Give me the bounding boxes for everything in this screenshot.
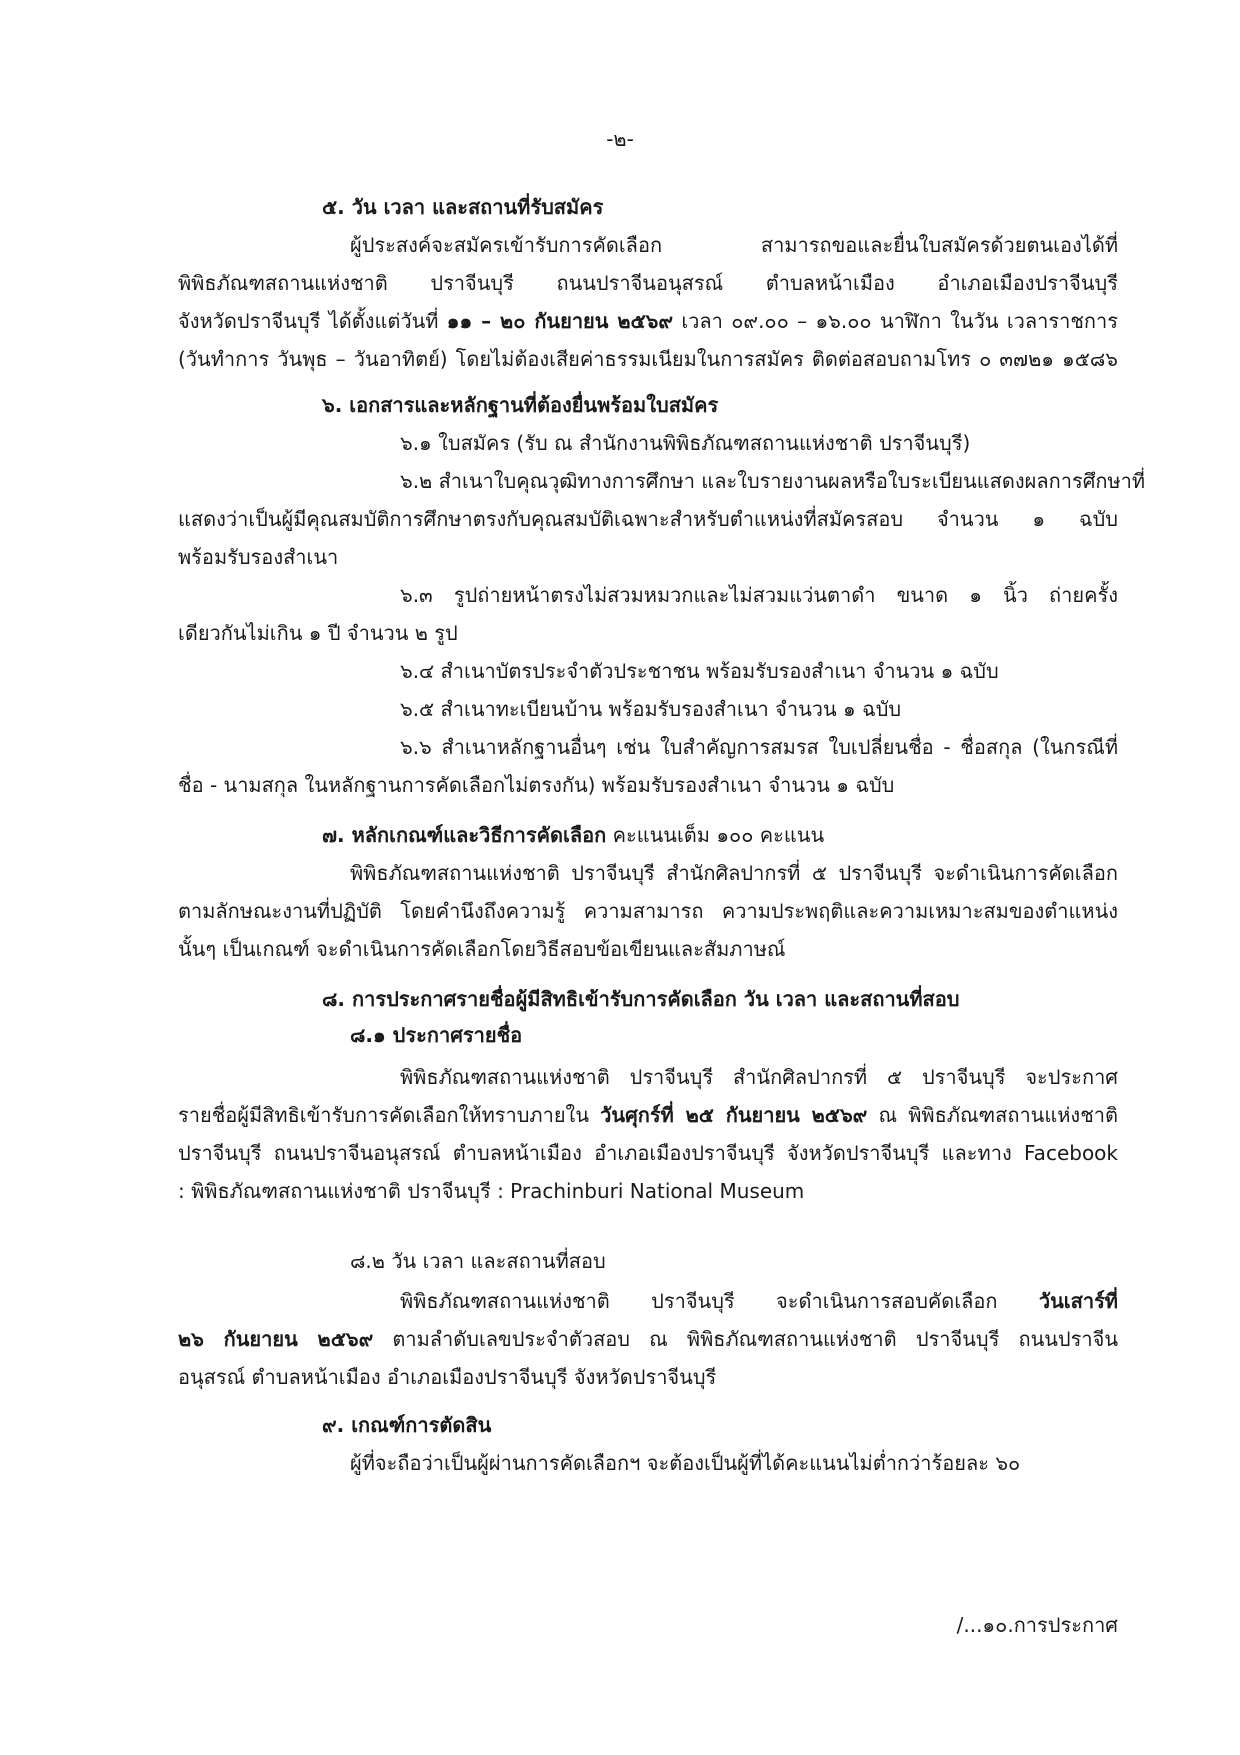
exam-date: ๒๖ กันยายน ๒๕๖๙	[178, 1327, 374, 1351]
section-6-item-5: ๖.๕ สำเนาทะเบียนบ้าน พร้อมรับรองสำเนา จำนวน ๑ ฉบับ	[400, 697, 902, 721]
section-6-item-3-line-1: ๖.๓ รูปถ่ายหน้าตรงไม่สวมหมวกและไม่สวมแว่นตาดำ ขนาด ๑ นิ้ว ถ่ายครั้ง	[400, 583, 1118, 607]
section-6-item-2-line-1: ๖.๒ สำเนาใบคุณวุฒิทางการศึกษา และใบรายงานผลหรือใบระเบียนแสดงผลการศึกษาที่	[400, 469, 1146, 493]
section-8-2-line-1: พิพิธภัณฑสถานแห่งชาติ ปราจีนบุรี จะดำเนินการสอบคัดเลือก วันเสาร์ที่	[400, 1289, 1118, 1313]
section-8-heading: ๘. การประกาศรายชื่อผู้มีสิทธิเข้ารับการคัดเลือก วัน เวลา และสถานที่สอบ	[322, 987, 960, 1011]
section-8-1-line-4: : พิพิธภัณฑสถานแห่งชาติ ปราจีนบุรี : Prachinburi National Museum	[178, 1179, 805, 1203]
section-5-line-1: ผู้ประสงค์จะสมัครเข้ารับการคัดเลือก สามารถขอและยื่นใบสมัครด้วยตนเองได้ที่	[350, 233, 1118, 257]
section-6-item-6-line-1: ๖.๖ สำเนาหลักฐานอื่นๆ เช่น ใบสำคัญการสมรส ใบเปลี่ยนชื่อ - ชื่อสกุล (ในกรณีที่	[400, 735, 1118, 759]
section-8-2-line-3: อนุสรณ์ ตำบลหน้าเมือง อำเภอเมืองปราจีนบุรี จังหวัดปราจีนบุรี	[178, 1365, 717, 1389]
section-8-1-line-3: ปราจีนบุรี ถนนปราจีนอนุสรณ์ ตำบลหน้าเมือง อำเภอเมืองปราจีนบุรี จังหวัดปราจีนบุรี และทาง Facebook	[178, 1141, 1118, 1165]
section-6-item-4: ๖.๔ สำเนาบัตรประจำตัวประชาชน พร้อมรับรองสำเนา จำนวน ๑ ฉบับ	[400, 659, 999, 683]
section-7-line-1: พิพิธภัณฑสถานแห่งชาติ ปราจีนบุรี สำนักศิลปากรที่ ๕ ปราจีนบุรี จะดำเนินการคัดเลือก	[350, 861, 1118, 885]
section-6-heading: ๖. เอกสารและหลักฐานที่ต้องยื่นพร้อมใบสมัคร	[322, 393, 719, 417]
section-6-item-6-line-2: ชื่อ - นามสกุล ในหลักฐานการคัดเลือกไม่ตรงกัน) พร้อมรับรองสำเนา จำนวน ๑ ฉบับ	[178, 773, 895, 797]
continuation-note: /...๑๐.การประกาศ	[956, 1613, 1118, 1637]
section-8-2-heading: ๘.๒ วัน เวลา และสถานที่สอบ	[350, 1249, 606, 1273]
section-7-heading: ๗. หลักเกณฑ์และวิธีการคัดเลือก คะแนนเต็ม ๑๐๐ คะแนน	[322, 823, 825, 847]
section-9-heading: ๙. เกณฑ์การตัดสิน	[322, 1413, 492, 1437]
section-5-heading: ๕. วัน เวลา และสถานที่รับสมัคร	[322, 195, 604, 219]
application-dates: ๑๑ – ๒๐ กันยายน ๒๕๖๙	[446, 309, 674, 333]
page-number: -๒-	[606, 127, 634, 151]
section-5-line-2: พิพิธภัณฑสถานแห่งชาติ ปราจีนบุรี ถนนปราจีนอนุสรณ์ ตำบลหน้าเมือง อำเภอเมืองปราจีนบุรี	[178, 271, 1118, 295]
exam-day: วันเสาร์ที่	[1038, 1289, 1118, 1313]
section-5-line-3: จังหวัดปราจีนบุรี ได้ตั้งแต่วันที่ ๑๑ – ๒๐ กันยายน ๒๕๖๙ เวลา ๐๙.๐๐ – ๑๖.๐๐ นาฬิกา ในวัน เวลาราชการ	[178, 309, 1118, 333]
section-8-1-heading: ๘.๑ ประกาศรายชื่อ	[350, 1023, 523, 1047]
section-6-item-2-line-3: พร้อมรับรองสำเนา	[178, 545, 339, 569]
section-7-line-3: นั้นๆ เป็นเกณฑ์ จะดำเนินการคัดเลือกโดยวิธีสอบข้อเขียนและสัมภาษณ์	[178, 937, 786, 961]
section-5-line-4: (วันทำการ วันพุธ – วันอาทิตย์) โดยไม่ต้องเสียค่าธรรมเนียมในการสมัคร ติดต่อสอบถามโทร ๐ ๓๗๒๑ ๑๕๘๖	[178, 347, 1118, 371]
section-8-1-line-2: รายชื่อผู้มีสิทธิเข้ารับการคัดเลือกให้ทราบภายใน วันศุกร์ที่ ๒๕ กันยายน ๒๕๖๙ ณ พิพิธภัณฑสถานแห่งชาติ	[178, 1103, 1118, 1127]
section-8-2-line-2: ๒๖ กันยายน ๒๕๖๙ ตามลำดับเลขประจำตัวสอบ ณ พิพิธภัณฑสถานแห่งชาติ ปราจีนบุรี ถนนปราจีน	[178, 1327, 1118, 1351]
announcement-date: วันศุกร์ที่ ๒๕ กันยายน ๒๕๖๙	[600, 1103, 868, 1127]
section-9-line-1: ผู้ที่จะถือว่าเป็นผู้ผ่านการคัดเลือกฯ จะต้องเป็นผู้ที่ได้คะแนนไม่ต่ำกว่าร้อยละ ๖๐	[350, 1451, 1021, 1475]
section-8-1-line-1: พิพิธภัณฑสถานแห่งชาติ ปราจีนบุรี สำนักศิลปากรที่ ๕ ปราจีนบุรี จะประกาศ	[400, 1065, 1118, 1089]
section-6-item-2-line-2: แสดงว่าเป็นผู้มีคุณสมบัติการศึกษาตรงกับคุณสมบัติเฉพาะสำหรับตำแหน่งที่สมัครสอบ จำนวน ๑ ฉบับ	[178, 507, 1118, 531]
section-7-line-2: ตามลักษณะงานที่ปฏิบัติ โดยคำนึงถึงความรู้ ความสามารถ ความประพฤติและความเหมาะสมของตำแหน่ง	[178, 899, 1118, 923]
section-6-item-1: ๖.๑ ใบสมัคร (รับ ณ สำนักงานพิพิธภัณฑสถานแห่งชาติ ปราจีนบุรี)	[400, 431, 971, 455]
section-6-item-3-line-2: เดียวกันไม่เกิน ๑ ปี จำนวน ๒ รูป	[178, 621, 458, 645]
